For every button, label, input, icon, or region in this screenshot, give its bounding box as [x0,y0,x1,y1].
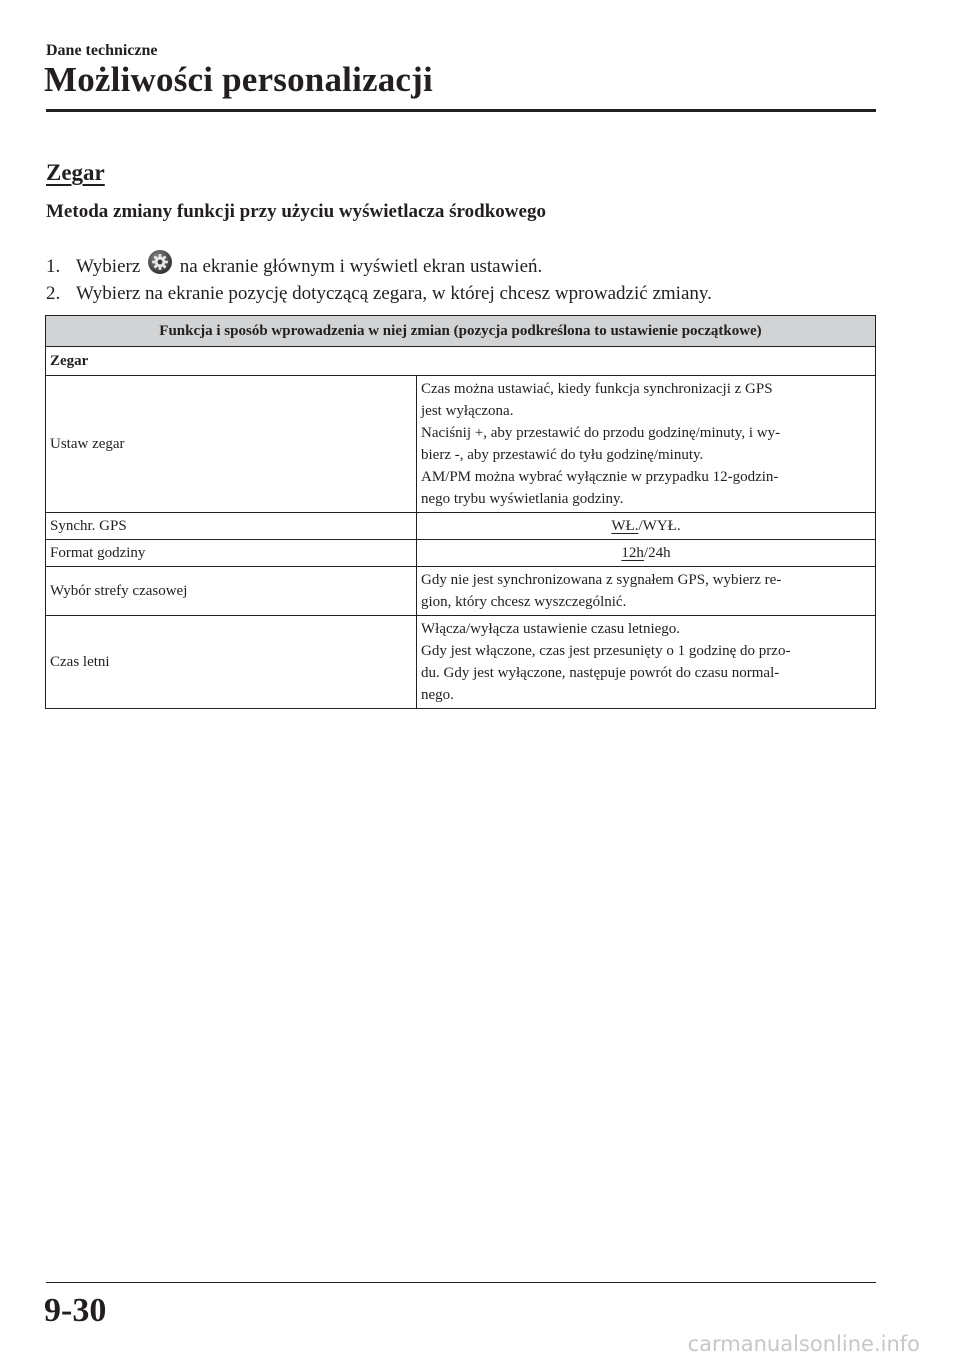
settings-icon [147,249,173,275]
section-heading: Zegar [46,160,105,185]
page-title: Możliwości personalizacji [44,60,433,99]
description-line: gion, który chcesz wyszczególnić. [421,594,627,610]
row-name: Ustaw zegar [46,376,417,513]
step-number: 1. [46,256,61,277]
other-option: WYŁ. [642,518,681,534]
step-item [46,279,712,309]
table-row [46,376,876,513]
table-row [46,513,876,540]
description-line: nego trybu wyświetlania godziny. [421,491,624,507]
description-line: AM/PM można wybrać wyłącznie w przypadku 12-godzin- [421,469,779,485]
step-number: 2. [46,283,61,304]
description-line: nego. [421,687,454,703]
description-line: du. Gdy jest wyłączone, następuje powrót do czasu normal- [421,665,780,681]
option-separator: / [643,545,649,561]
row-name: Format godziny [46,540,417,567]
description-line: Czas można ustawiać, kiedy funkcja synchronizacji z GPS [421,381,773,397]
description-line: bierz -, aby przestawić do tyłu godzinę/minuty. [421,447,704,463]
step-text: Wybierz na ekranie pozycję dotyczącą zegara, w której chcesz wprowadzić zmiany. [76,283,712,304]
step-text: Wybierz [76,256,141,277]
row-name: Czas letni [46,616,417,709]
subsection-heading: Metoda zmiany funkcji przy użyciu wyświetlacza środkowego [46,201,546,222]
instruction-steps [46,249,712,309]
row-options [417,513,876,540]
settings-table [45,315,876,709]
default-option: WŁ. [611,518,639,534]
title-divider [46,109,876,112]
row-name: Wybór strefy czasowej [46,567,417,616]
table-row [46,540,876,567]
row-description [417,567,876,616]
table-header: Funkcja i sposób wprowadzenia w niej zmian (pozycja podkreślona to ustawienie początkowe) [46,316,876,347]
table-header-row [46,316,876,347]
description-line: Gdy jest włączone, czas jest przesunięty o 1 godzinę do przo- [421,643,791,659]
other-option: 24h [648,545,671,561]
table-row [46,567,876,616]
row-description [417,616,876,709]
description-line: Włącza/wyłącza ustawienie czasu letniego. [421,621,681,637]
description-line: Naciśnij +, aby przestawić do przodu godzinę/minuty, i wy- [421,425,781,441]
description-line: Gdy nie jest synchronizowana z sygnałem GPS, wybierz re- [421,572,782,588]
default-option: 12h [621,545,644,561]
footer-divider [46,1282,876,1283]
row-options [417,540,876,567]
option-separator: / [638,518,643,534]
page-number: 9-30 [44,1292,107,1329]
step-text-continued: na ekranie głównym i wyświetl ekran ustawień. [179,256,543,277]
row-description [417,376,876,513]
step-item [46,249,712,279]
table-group-row [46,347,876,376]
chapter-label: Dane techniczne [46,42,158,59]
watermark: carmanualsonline.info [687,1332,920,1356]
table-row [46,616,876,709]
description-line: jest wyłączona. [421,403,514,419]
table-group-label: Zegar [46,347,876,376]
row-name: Synchr. GPS [46,513,417,540]
